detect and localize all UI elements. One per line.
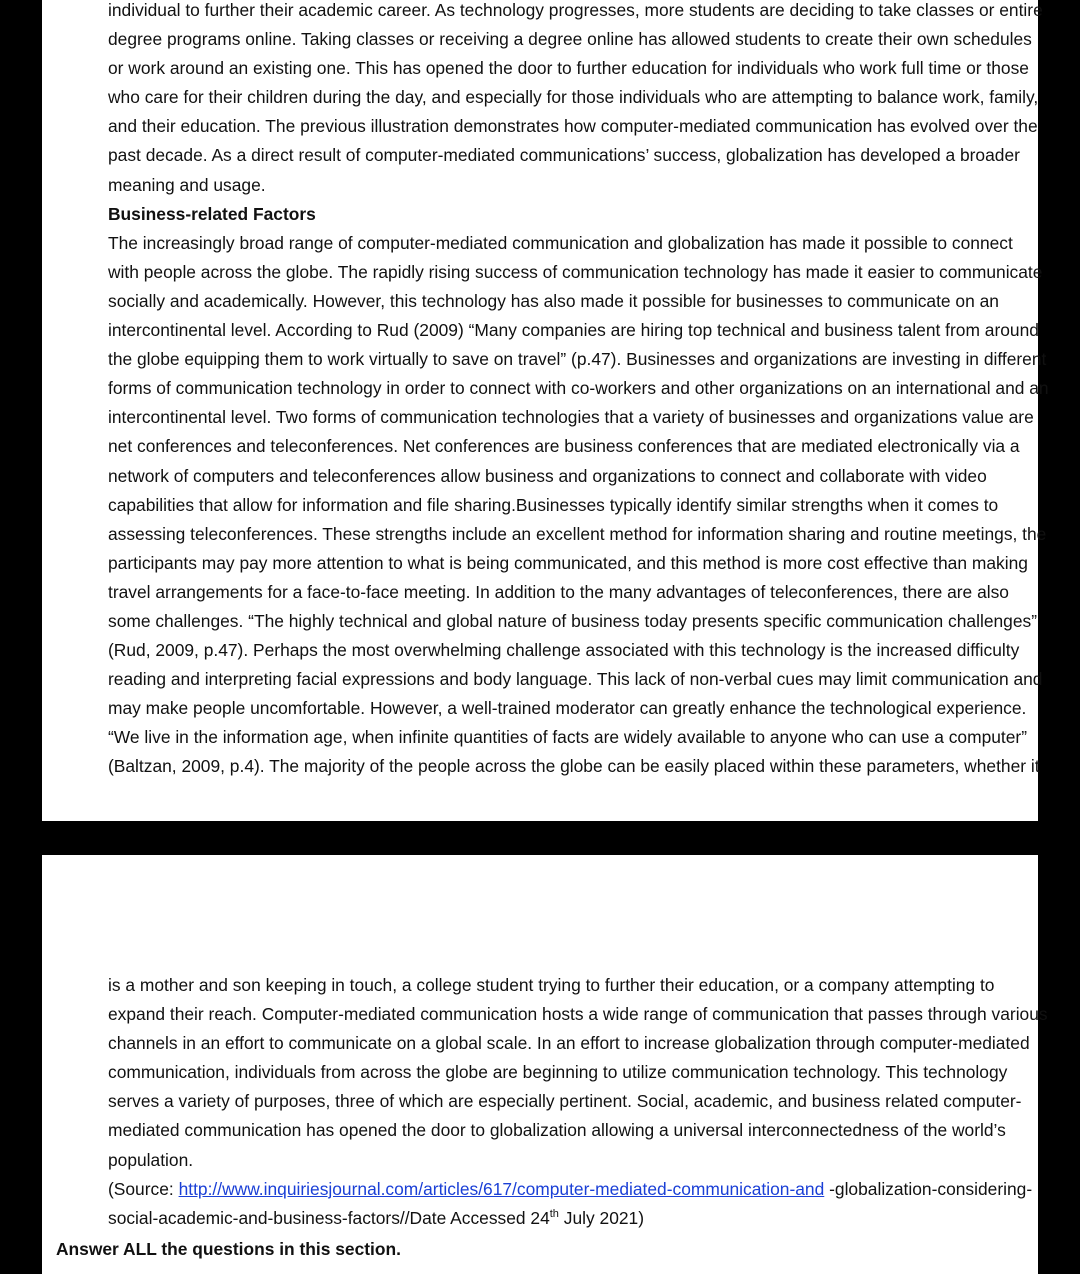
text-line: The increasingly broad range of computer-mediated communication and globalization has made it possible to connect: [108, 232, 1013, 253]
page-2-text: [108, 971, 1048, 1233]
answer-instruction: Answer ALL the questions in this section.: [56, 1239, 401, 1259]
text-line: net conferences and teleconferences. Net conferences are business conferences that are mediated electronically via a: [108, 436, 1020, 457]
text-line: serves a variety of purposes, three of which are especially pertinent. Social, academic, and business related computer-: [108, 1091, 1022, 1112]
source-citation-line-2: [108, 1204, 982, 1233]
source-suffix: -globalization-considering-: [829, 1178, 1033, 1199]
text-line: mediated communication has opened the door to globalization allowing a universal interconnectedness of the world’s: [108, 1120, 1006, 1141]
text-line: communication, individuals from across the globe are beginning to utilize communication technology. This technology: [108, 1062, 1008, 1083]
text-line: population.: [108, 1149, 194, 1170]
text-line: (Baltzan, 2009, p.4). The majority of the people across the globe can be easily placed within these parameters, whether it: [108, 756, 1040, 777]
source-link[interactable]: http://www.inquiriesjournal.com/articles/617/computer-mediated-communication-and: [178, 1178, 825, 1199]
section-heading: Business-related Factors: [108, 203, 316, 224]
text-line: socially and academically. However, this technology has also made it possible for businesses to communicate on an: [108, 290, 999, 311]
text-line: and their education. The previous illustration demonstrates how computer-mediated communication has evolved over the: [108, 116, 1038, 137]
source-prefix: (Source:: [108, 1178, 174, 1199]
document-page-2: [42, 855, 1048, 1274]
text-line: with people across the globe. The rapidly rising success of communication technology has made it easier to communicate: [108, 261, 1043, 282]
text-line: past decade. As a direct result of computer-mediated communications’ success, globalization has developed a broader: [108, 145, 1020, 166]
date-superscript: th: [549, 1207, 559, 1220]
page-1-text: [108, 0, 1049, 782]
text-line: channels in an effort to communicate on a global scale. In an effort to increase globalization through computer-mediated: [108, 1033, 1030, 1054]
source-line-2: social-academic-and-business-factors//Date Accessed 24: [108, 1207, 550, 1228]
text-line: individual to further their academic career. As technology progresses, more students are deciding to take classes or entire: [108, 0, 1043, 20]
text-line: travel arrangements for a face-to-face meeting. In addition to the many advantages of teleconferences, there are also: [108, 581, 1009, 602]
text-line: participants may pay more attention to what is being communicated, and this method is more cost effective than making: [108, 552, 1028, 573]
text-line: capabilities that allow for information and file sharing.Businesses typically identify similar strengths when it comes to: [108, 494, 999, 515]
text-line: (Rud, 2009, p.47). Perhaps the most overwhelming challenge associated with this technology is the increased difficulty: [108, 640, 1020, 661]
text-line: “We live in the information age, when infinite quantities of facts are widely available to anyone who can use a computer”: [108, 727, 1027, 748]
text-line: expand their reach. Computer-mediated communication hosts a wide range of communication that passes through various: [108, 1004, 1048, 1025]
text-line: intercontinental level. According to Rud (2009) “Many companies are hiring top technical and business talent from around: [108, 320, 1039, 341]
text-line: network of computers and teleconferences allow business and organizations to connect and collaborate with video: [108, 465, 987, 486]
text-line: the globe equipping them to work virtually to save on travel” (p.47). Businesses and organizations are investing in different: [108, 349, 1047, 370]
text-line: intercontinental level. Two forms of communication technologies that a variety of businesses and organizations value are: [108, 407, 1034, 428]
document-page-1: [42, 0, 1049, 821]
text-line: who care for their children during the day, and especially for those individuals who are attempting to balance work, family,: [108, 87, 1039, 108]
text-line: assessing teleconferences. These strengths include an excellent method for information sharing and routine meetings, the: [108, 523, 1047, 544]
text-line: or work around an existing one. This has opened the door to further education for individuals who work full time or those: [108, 58, 1029, 79]
text-line: degree programs online. Taking classes or receiving a degree online has allowed students to create their own schedules: [108, 29, 1032, 50]
text-line: may make people uncomfortable. However, a well-trained moderator can greatly enhance the technological experience.: [108, 698, 1027, 719]
text-line: forms of communication technology in order to connect with co-workers and other organizations on an international and an: [108, 378, 1049, 399]
text-line: some challenges. “The highly technical and global nature of business today presents specific communication challenges”: [108, 610, 1037, 631]
source-citation: [108, 1175, 1033, 1204]
text-line: is a mother and son keeping in touch, a college student trying to further their education, or a company attempting to: [108, 975, 995, 995]
text-line: reading and interpreting facial expressions and body language. This lack of non-verbal cues may limit communication and: [108, 669, 1043, 690]
source-date-tail: July 2021): [558, 1207, 645, 1228]
text-line: meaning and usage.: [108, 174, 266, 195]
